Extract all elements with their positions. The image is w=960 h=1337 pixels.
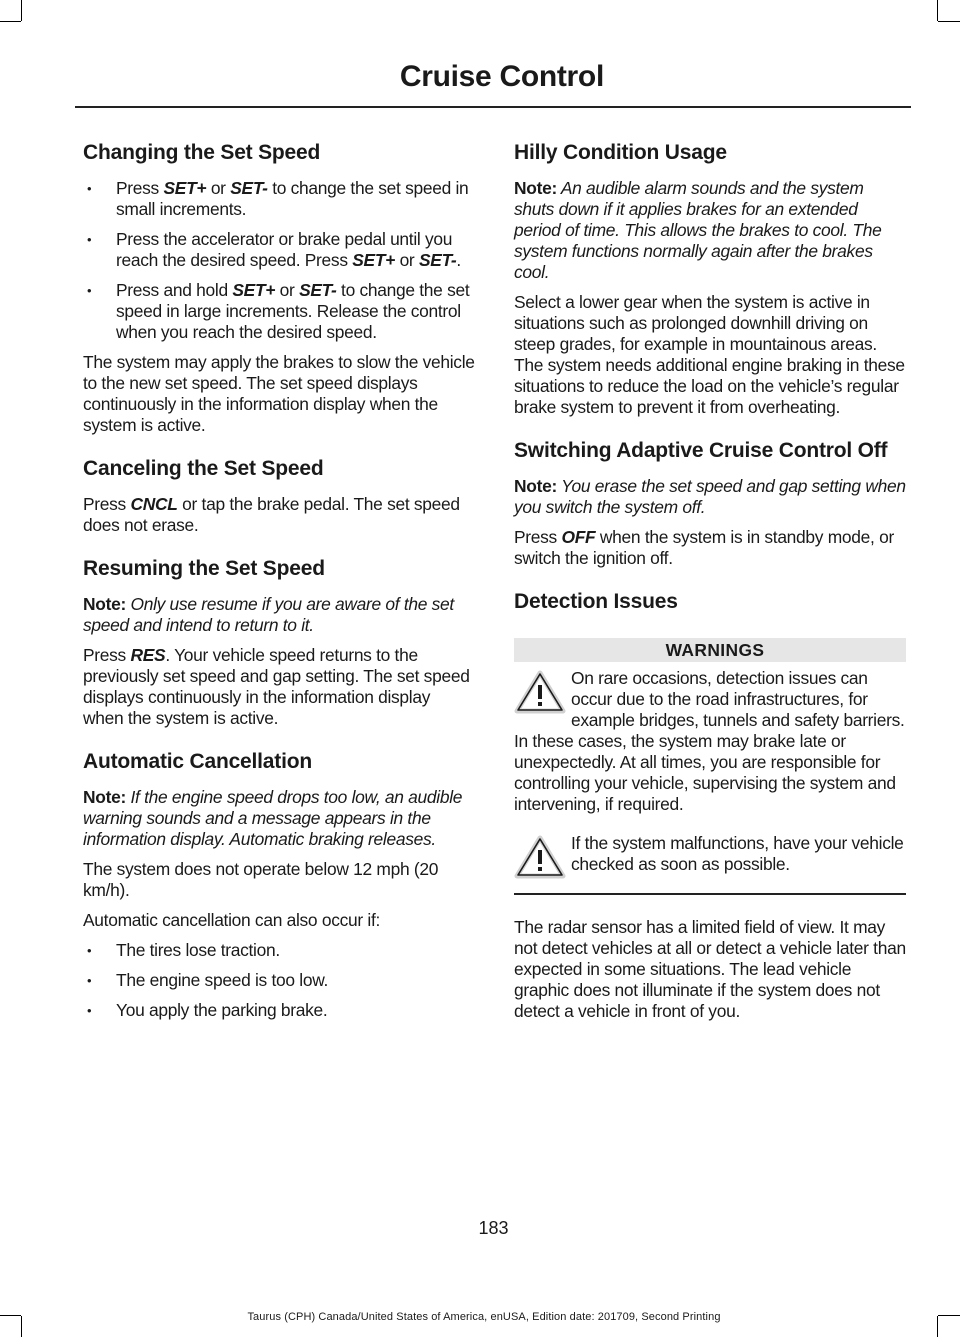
list-item: • The tires lose traction. [83, 940, 475, 961]
section-resuming-set-speed [83, 556, 475, 729]
note: Note: If the engine speed drops too low, an audible warning sounds and a message appears in the information display. Automatic braking releases. [83, 787, 463, 849]
bullet-list [83, 178, 475, 343]
warnings-divider [514, 893, 906, 895]
footer-edition-info: Taurus (CPH) Canada/United States of America, enUSA, Edition date: 201709, Second Printing [247, 1311, 721, 1323]
list-item: • Press SET+ or SET- to change the set speed in small increments. [83, 178, 475, 220]
note: Note: You erase the set speed and gap setting when you switch the system off. [514, 476, 906, 517]
crop-mark [937, 0, 938, 21]
control-label: SET- [418, 250, 457, 270]
control-label: SET- [230, 178, 268, 198]
control-label: CNCL [130, 494, 178, 514]
body-paragraph: Select a lower gear when the system is active in situations such as prolonged downhill driving on steep grades, for example in mountainous areas. The system needs additional engine braking in these situations to reduce the load on the vehicle’s regular brake system to prevent it from overheating. [514, 292, 905, 417]
list-item: • The engine speed is too low. [83, 970, 475, 991]
note: Note: Only use resume if you are aware of the set speed and intend to return to it. [83, 594, 454, 635]
body-paragraph: Press CNCL or tap the brake pedal. The set speed does not erase. [83, 494, 460, 535]
control-label: SET+ [352, 250, 396, 270]
warning-item [514, 833, 906, 875]
warning-text: If the system malfunctions, have your vehicle checked as soon as possible. [571, 833, 904, 874]
crop-mark [21, 0, 22, 21]
control-label: OFF [561, 527, 596, 547]
section-heading: Hilly Condition Usage [514, 141, 727, 164]
section-heading: Automatic Cancellation [83, 750, 312, 773]
body-paragraph: The system does not operate below 12 mph (20 km/h). [83, 859, 439, 900]
section-switching-acc-off [514, 438, 906, 569]
control-label: RES [130, 645, 166, 665]
section-detection-issues [514, 589, 906, 1022]
section-heading: Canceling the Set Speed [83, 457, 324, 480]
body-paragraph: The system may apply the brakes to slow the vehicle to the new set speed. The set speed displays continuously in the information display when the system is active. [83, 352, 475, 435]
warning-item [514, 668, 906, 815]
control-label: SET- [299, 280, 337, 300]
warning-triangle-icon [514, 835, 566, 879]
control-label: SET+ [163, 178, 207, 198]
header-divider [75, 106, 911, 108]
list-item: • Press the accelerator or brake pedal until you reach the desired speed. Press SET+ or SET-. [83, 229, 475, 271]
right-column [514, 140, 906, 1031]
page-title: Cruise Control [399, 60, 604, 93]
section-changing-set-speed [83, 140, 475, 436]
warning-text: On rare occasions, detection issues can occur due to the road infrastructures, for example bridges, tunnels and safety barriers. In these cases, the system may brake late or unexpectedly. At all times, you are responsible for controlling your vehicle, supervising the system and intervening, if required. [514, 668, 905, 814]
body-paragraph: Press OFF when the system is in standby mode, or switch the ignition off. [514, 527, 894, 568]
warning-triangle-icon [514, 670, 566, 714]
body-paragraph: Press RES. Your vehicle speed returns to the previously set speed and gap setting. The set speed displays continuously in the information display when the system is active. [83, 645, 470, 728]
section-heading: Detection Issues [514, 590, 678, 613]
list-item: • Press and hold SET+ or SET- to change the set speed in large increments. Release the control when you reach the desired speed. [83, 280, 475, 343]
section-heading: Switching Adaptive Cruise Control Off [514, 439, 888, 462]
body-paragraph: Automatic cancellation can also occur if: [83, 910, 381, 930]
bullet-list [83, 940, 475, 1021]
body-paragraph: The radar sensor has a limited field of view. It may not detect vehicles at all or detect a vehicle later than expected in some situations. The lead vehicle graphic does not illuminate if the system does not detect a vehicle in front of you. [514, 916, 906, 1021]
section-hilly-condition-usage [514, 140, 906, 418]
section-canceling-set-speed [83, 456, 475, 536]
section-heading: Changing the Set Speed [83, 141, 321, 164]
note: Note: An audible alarm sounds and the system shuts down if it applies brakes for an extended period of time. This allows the brakes to cool. The system functions normally again after the brakes cool. [514, 178, 882, 282]
section-heading: Resuming the Set Speed [83, 557, 325, 580]
warnings-banner: WARNINGS [514, 638, 906, 662]
left-column [83, 140, 475, 1030]
section-automatic-cancellation [83, 749, 475, 1021]
control-label: SET+ [232, 280, 276, 300]
crop-mark [938, 21, 960, 22]
list-item: • You apply the parking brake. [83, 1000, 475, 1021]
page-number: 183 [478, 1218, 509, 1238]
crop-mark [0, 21, 21, 22]
